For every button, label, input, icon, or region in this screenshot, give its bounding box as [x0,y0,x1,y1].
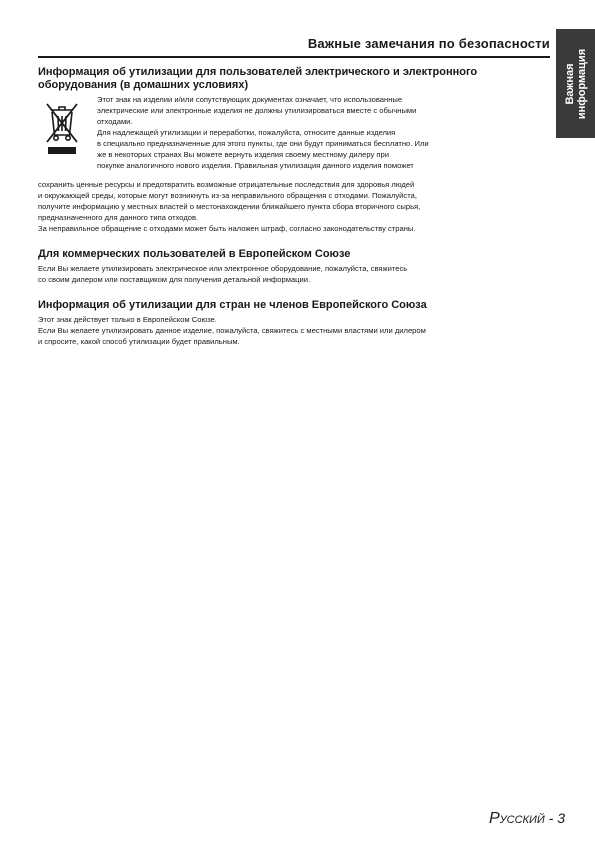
weee-body-text [38,179,550,234]
weee-intro-text [97,94,429,171]
weee-heading [38,66,550,92]
text-line: Если Вы желаете утилизировать электрическое или электронное оборудование, пожалуйста, свяжитесь [38,264,408,273]
eu-business-section [38,248,550,285]
page-header-title: Важные замечания по безопасности [307,36,550,51]
crossed-out-wheelie-bin-icon [42,98,82,156]
weee-section [38,66,550,234]
header-divider [38,56,550,58]
text-line: электрические или электронные изделия не должны утилизироваться вместе с обычными [97,106,417,115]
text-line: Этот знак действует только в Европейском Союзе. [38,315,217,324]
page-footer [489,810,565,828]
weee-heading-line1: Информация об утилизации для пользователей электрического и электронного [38,66,478,78]
section-side-tab [556,29,595,138]
weee-heading-line2: оборудования (в домашних условиях) [38,79,249,91]
text-line: За неправильное обращение с отходами может быть наложен штраф, согласно законодательству страны. [38,224,416,233]
text-line: получите информацию у местных властей о местонахождении ближайшего пункта сбора вторичного сырья, [38,202,421,211]
text-line: Для надлежащей утилизации и переработки, пожалуйста, относите данные изделия [97,128,396,137]
text-line: предназначенного для данного типа отходов. [38,213,199,222]
non-eu-heading: Информация об утилизации для стран не членов Европейского Союза [38,299,427,311]
text-line: покупке аналогичного нового изделия. Правильная утилизация данного изделия поможет [97,161,414,170]
main-content [38,66,550,347]
text-line: и окружающей среды, которые могут возникнуть из-за неправильного обращения с отходами. Пожалуйста, [38,191,417,200]
text-line: Если Вы желаете утилизировать данное изделие, пожалуйста, свяжитесь с местными властями или дилером [38,326,426,335]
text-line: в специально предназначенные для этого пункты, где они будут приниматься бесплатно. Или [97,139,429,148]
side-tab-label-line2: информация [575,48,588,119]
footer-language: Русский [488,810,545,827]
weee-intro [38,94,550,179]
side-tab-label [564,48,588,118]
text-line: сохранить ценные ресурсы и предотвратить возможные отрицательные последствия для здоровья людей [38,180,415,189]
text-line: и спросите, какой способ утилизации будет правильным. [38,337,240,346]
page-number: - 3 [548,810,565,826]
eu-business-heading: Для коммерческих пользователей в Европейском Союзе [38,248,351,260]
text-line: отходами. [97,117,133,126]
side-tab-label-line1: Важная [563,62,576,105]
text-line: Этот знак на изделии и/или сопутствующих документах означает, что использованные [97,95,403,104]
text-line: же в некоторых странах Вы можете вернуть изделия своему местному дилеру при [97,150,389,159]
non-eu-section [38,299,550,347]
text-line: со своим дилером или поставщиком для получения детальной информации. [38,275,311,284]
